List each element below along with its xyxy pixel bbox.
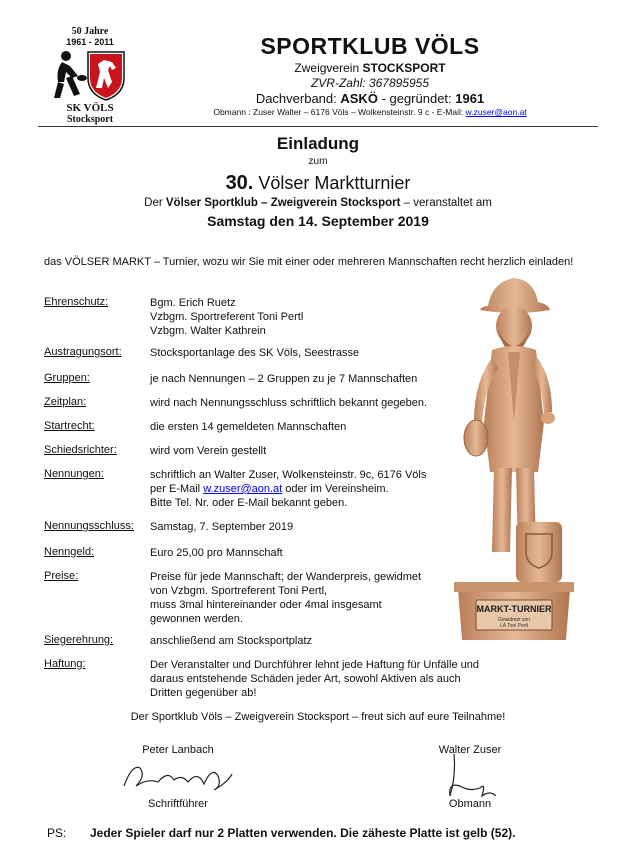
prize-line-2: von Vzbgm. Sportreferent Toni Pertl,	[150, 585, 328, 597]
label-nennungsschluss: Nennungsschluss:	[44, 520, 134, 532]
club-title: SPORTKLUB VÖLS	[260, 33, 480, 59]
ps-text: Jeder Spieler darf nur 2 Platten verwenden. Die zäheste Platte ist gelb (52).	[90, 826, 516, 840]
organizer-name: Völser Sportklub – Zweigverein Stocksport	[165, 197, 401, 209]
closing-line: Der Sportklub Völs – Zweigverein Stocksport – freut sich auf eure Teilnahme!	[130, 711, 506, 723]
right-signer-name: Walter Zuser	[438, 744, 502, 756]
label-gruppen: Gruppen:	[44, 372, 90, 384]
wooden-figurine-trophy-image	[452, 272, 576, 644]
label-nennungen: Nennungen:	[44, 468, 104, 480]
value-nennungsschluss: Samstag, 7. September 2019	[150, 521, 294, 533]
value-ehrenschutz	[150, 296, 470, 338]
chairman-address: Obmann : Zuser Walter – 6176 Völs – Wolkensteinstr. 9 c - E-Mail:	[213, 107, 466, 117]
header-email-link[interactable]: w.zuser@aon.at	[465, 107, 527, 117]
entry-email-link[interactable]: w.zuser@aon.at	[203, 483, 283, 495]
umbrella-association-line	[150, 91, 590, 106]
invitation-heading: Einladung	[276, 134, 360, 153]
chairman-signature	[440, 752, 500, 804]
organizer-suffix: – veranstaltet am	[400, 197, 492, 209]
label-zeitplan: Zeitplan:	[44, 396, 87, 408]
left-signer-name: Peter Lanbach	[142, 744, 214, 756]
label-schiedsrichter: Schiedsrichter:	[44, 444, 117, 456]
label-preise: Preise:	[44, 570, 79, 582]
intro-text: das VÖLSER MARKT – Turnier, wozu wir Sie mit einer oder mehreren Mannschaften recht herzlich einladen!	[44, 256, 574, 268]
chairman-contact-line	[150, 107, 590, 117]
branch-line	[150, 61, 590, 75]
plaque-sub-1: Gewidmet von	[498, 617, 530, 623]
organizer-prefix: Der	[144, 197, 166, 209]
zvr-number: ZVR-Zahl: 367895955	[310, 76, 430, 90]
header-divider	[38, 126, 598, 127]
dach-prefix: Dachverband:	[255, 91, 341, 106]
branch-name: STOCKSPORT	[362, 61, 446, 75]
patron-1: Bgm. Erich Ruetz	[150, 297, 236, 309]
patron-3: Vzbgm. Walter Kathrein	[150, 325, 266, 337]
dach-name: ASKÖ	[340, 91, 378, 106]
stocksport-player-emblem-icon	[52, 48, 128, 102]
value-haftung	[150, 658, 530, 700]
logo-anniversary: 50 Jahre	[71, 26, 109, 37]
plaque-sub-2: LA Toni Pertl	[500, 623, 528, 629]
value-schiedsrichter: wird vom Verein gestellt	[150, 445, 267, 457]
ps-label: PS:	[47, 826, 67, 840]
entry-note: Bitte Tel. Nr. oder E-Mail bekannt geben.	[150, 497, 348, 509]
liability-line-2: daraus entstehende Schäden jeder Art, sowohl Aktiven als auch	[150, 673, 461, 685]
entry-email-suffix: oder im Vereinsheim.	[282, 483, 389, 495]
branch-prefix: Zweigverein	[294, 61, 363, 75]
value-zeitplan: wird nach Nennungsschluss schriftlich bekannt gegeben.	[150, 397, 427, 409]
value-startrecht: die ersten 14 gemeldeten Mannschaften	[150, 421, 347, 433]
logo-years: 1961 - 2011	[66, 37, 114, 47]
value-gruppen: je nach Nennungen – 2 Gruppen zu je 7 Mannschaften	[150, 373, 418, 385]
entry-email-prefix: per E-Mail	[150, 483, 204, 495]
logo-club-name: SK VÖLS	[66, 102, 114, 114]
event-date: Samstag den 14. September 2019	[207, 213, 429, 229]
secretary-signature	[118, 756, 238, 796]
tournament-number: 30.	[225, 172, 254, 194]
label-haftung: Haftung:	[44, 658, 86, 670]
founding-year: 1961	[455, 91, 485, 106]
right-signer-title: Obmann	[448, 798, 492, 810]
tournament-title	[38, 172, 598, 195]
club-logo	[48, 26, 132, 125]
label-siegerehrung: Siegerehrung:	[44, 634, 114, 646]
dach-mid: - gegründet:	[377, 91, 456, 106]
invitation-zum: zum	[308, 156, 328, 167]
label-austragungsort: Austragungsort:	[44, 346, 122, 358]
prize-line-1: Preise für jede Mannschaft; der Wanderpreis, gewidmet	[150, 571, 422, 583]
tournament-name: Völser Marktturnier	[253, 173, 411, 193]
plaque-title: MARKT-TURNIER	[476, 604, 552, 614]
prize-line-3: muss 3mal hintereinander oder 4mal insgesamt	[150, 599, 382, 611]
prize-line-4: gewonnen werden.	[150, 613, 243, 625]
liability-line-1: Der Veranstalter und Durchführer lehnt jede Haftung für Unfälle und	[150, 659, 479, 671]
liability-line-3: Dritten gegenüber ab!	[150, 687, 257, 699]
left-signer-title: Schriftführer	[148, 798, 208, 810]
label-nenngeld: Nenngeld:	[44, 546, 95, 558]
patron-2: Vzbgm. Sportreferent Toni Pertl	[150, 311, 304, 323]
value-austragungsort: Stocksportanlage des SK Völs, Seestrasse	[150, 347, 360, 359]
label-startrecht: Startrecht:	[44, 420, 95, 432]
value-nenngeld: Euro 25,00 pro Mannschaft	[150, 547, 283, 559]
organizer-line	[38, 197, 598, 209]
entry-address: schriftlich an Walter Zuser, Wolkensteinstr. 9c, 6176 Völs	[150, 469, 427, 481]
label-ehrenschutz: Ehrenschutz:	[44, 296, 109, 308]
logo-sub: Stocksport	[66, 114, 114, 125]
value-preise	[150, 570, 470, 626]
value-siegerehrung: anschließend am Stocksportplatz	[150, 635, 313, 647]
